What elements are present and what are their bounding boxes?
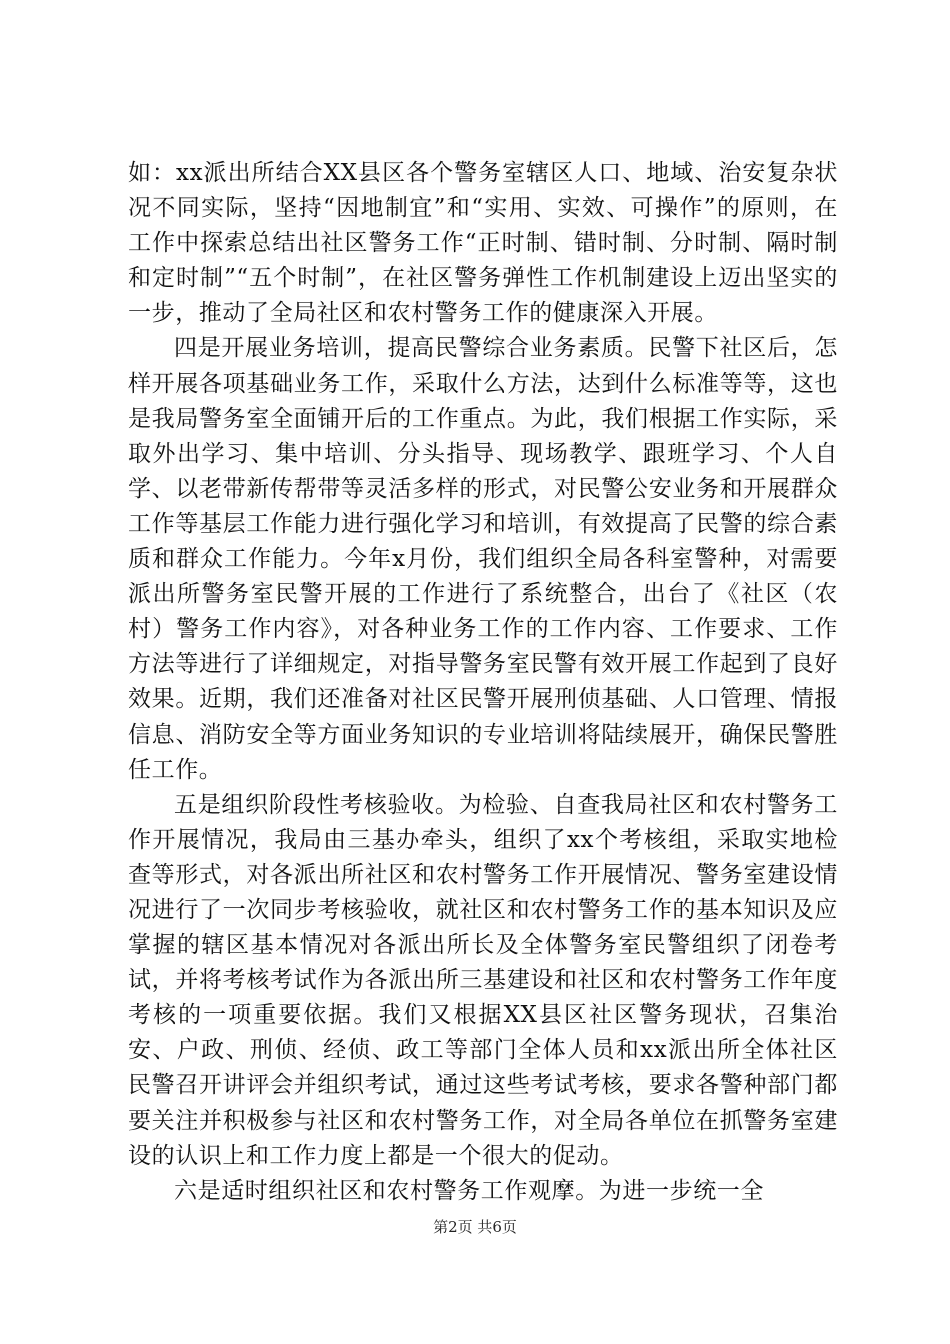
paragraph-intro: 如：xx派出所结合XX县区各个警务室辖区人口、地域、治安复杂状况不同实际，坚持“因地制宜”和“实用、实效、可操作”的原则，在工作中探索总结出社区警务工作“正时制、错时制、分时制、隔时制和定时制”“五个时制”，在社区警务弹性工作机制建设上迈出坚实的一步，推动了全局社区和农村警务工作的健康深入开展。 [128,160,838,327]
paragraph-six-observation: 六是适时组织社区和农村警务工作观摩。为进一步统一全 [174,1177,764,1204]
page-number-footer: 第2页 共6页 [433,1218,517,1236]
paragraph-five-assessment: 五是组织阶段性考核验收。为检验、自查我局社区和农村警务工作开展情况，我局由三基办牵头，组织了xx个考核组，采取实地检查等形式，对各派出所社区和农村警务工作开展情况、警务室建设情况进行了一次同步考核验收，就社区和农村警务工作的基本知识及应掌握的辖区基本情况对各派出所长及全体警务室民警组织了闭卷考试，并将考核考试作为各派出所三基建设和社区和农村警务工作年度考核的一项重要依据。我们又根据XX县区社区警务现状，召集治安、户政、刑侦、经侦、政工等部门全体人员和xx派出所全体社区民警召开讲评会并组织考试，通过这些考试考核，要求各警种部门都要关注并积极参与社区和农村警务工作，对全局各单位在抓警务室建设的认识上和工作力度上都是一个很大的促动。 [128,791,838,1169]
document-body [128,156,838,1209]
paragraph-four-training: 四是开展业务培训，提高民警综合业务素质。民警下社区后，怎样开展各项基础业务工作，采取什么方法，达到什么标准等等，这也是我局警务室全面铺开后的工作重点。为此，我们根据工作实际，采取外出学习、集中培训、分头指导、现场教学、跟班学习、个人自学、以老带新传帮带等灵活多样的形式，对民警公安业务和开展群众工作等基层工作能力进行强化学习和培训，有效提高了民警的综合素质和群众工作能力。今年x月份，我们组织全局各科室警种，对需要派出所警务室民警开展的工作进行了系统整合，出台了《社区（农村）警务工作内容》，对各种业务工作的工作内容、工作要求、工作方法等进行了详细规定，对指导警务室民警有效开展工作起到了良好效果。近期，我们还准备对社区民警开展刑侦基础、人口管理、情报信息、消防安全等方面业务知识的专业培训将陆续展开，确保民警胜任工作。 [128,335,838,783]
